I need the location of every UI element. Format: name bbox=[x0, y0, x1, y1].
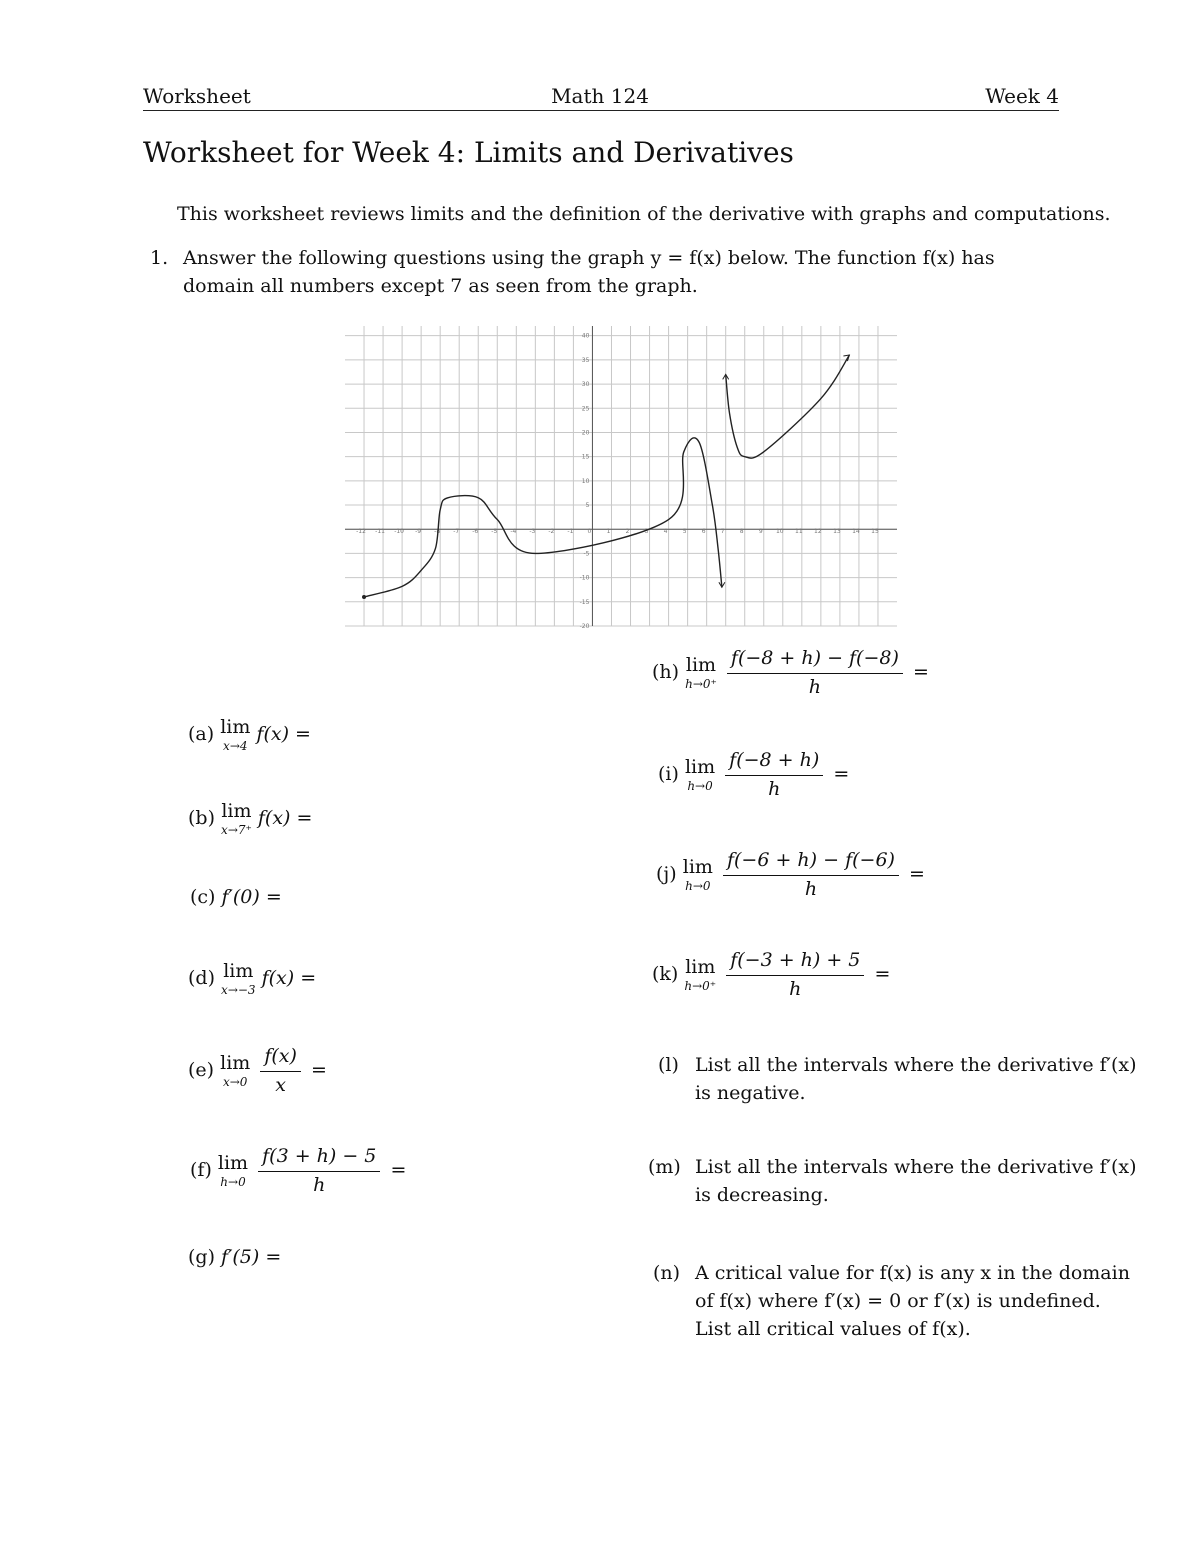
limit-operator: lim h→0 bbox=[217, 1151, 249, 1189]
item-text-line: List all critical values of f(x). bbox=[695, 1318, 971, 1340]
expression: f(x) = bbox=[261, 967, 317, 989]
x-tick-label: -4 bbox=[510, 528, 517, 536]
y-tick-label: -10 bbox=[579, 574, 590, 582]
x-tick-label: 9 bbox=[758, 528, 763, 536]
x-tick-label: 0 bbox=[587, 528, 592, 536]
x-tick-label: -11 bbox=[375, 528, 385, 536]
expression: f′(5) = bbox=[221, 1246, 282, 1268]
x-tick-label: -1 bbox=[567, 528, 574, 536]
limit-operator: lim x→−3 bbox=[221, 960, 256, 997]
y-tick-label: 15 bbox=[581, 453, 590, 461]
y-tick-label: 30 bbox=[581, 381, 590, 389]
question-line-2: domain all numbers except 7 as seen from the graph. bbox=[183, 275, 698, 297]
item-label: (i) bbox=[658, 762, 679, 785]
limit-operator: lim h→0⁺ bbox=[684, 955, 717, 993]
item-k bbox=[652, 950, 890, 1000]
item-label: (f) bbox=[190, 1158, 212, 1181]
item-b bbox=[188, 802, 312, 836]
header-right: Week 4 bbox=[985, 84, 1059, 108]
fraction: $\frac{f(-8 + h)}{h}$ bbox=[725, 750, 823, 800]
item-label: (a) bbox=[188, 723, 215, 745]
x-tick-label: 11 bbox=[795, 528, 803, 536]
x-tick-label: -5 bbox=[491, 528, 498, 536]
limit-operator: lim x→7⁺ bbox=[221, 800, 252, 837]
y-tick-label: 20 bbox=[581, 429, 590, 437]
item-text-line: List all the intervals where the derivative f′(x) bbox=[695, 1156, 1137, 1178]
item-a bbox=[188, 718, 311, 752]
equals: = bbox=[912, 660, 929, 683]
y-tick-label: 10 bbox=[581, 477, 590, 485]
equals: = bbox=[909, 862, 925, 885]
item-label: (g) bbox=[188, 1246, 215, 1268]
header-center: Math 124 bbox=[551, 84, 649, 108]
fraction: $\frac{f(-6 + h) - f(-6)}{h}$ bbox=[723, 850, 899, 900]
fraction: $\frac{f(x)}{x}$ bbox=[260, 1046, 301, 1096]
item-label: (d) bbox=[188, 967, 215, 989]
expression: f(x) = bbox=[257, 807, 313, 829]
item-i bbox=[658, 750, 849, 800]
endpoint-dot bbox=[362, 595, 366, 599]
y-tick-label: 5 bbox=[585, 502, 590, 510]
x-tick-label: 14 bbox=[852, 528, 860, 536]
x-tick-label: 13 bbox=[833, 528, 841, 536]
y-tick-label: 25 bbox=[581, 405, 590, 413]
item-label: (k) bbox=[652, 962, 679, 985]
item-label: (c) bbox=[190, 886, 216, 908]
intro-text: This worksheet reviews limits and the definition of the derivative with graphs and computations. bbox=[177, 203, 1111, 225]
x-tick-label: 7 bbox=[720, 528, 725, 536]
x-tick-label: -2 bbox=[548, 528, 555, 536]
equals: = bbox=[833, 762, 850, 785]
expression: f′(0) = bbox=[221, 886, 282, 908]
x-tick-label: -6 bbox=[472, 528, 479, 536]
limit-operator: lim h→0 bbox=[684, 755, 716, 793]
item-j bbox=[656, 850, 925, 900]
limit-operator: lim x→0 bbox=[220, 1051, 251, 1089]
fraction: $\frac{f(3 + h) - 5}{h}$ bbox=[258, 1146, 380, 1196]
x-tick-label: -7 bbox=[453, 528, 460, 536]
x-tick-label: -9 bbox=[415, 528, 422, 536]
item-text-line: A critical value for f(x) is any x in the domain bbox=[695, 1262, 1130, 1284]
y-tick-label: -5 bbox=[583, 550, 590, 558]
question-line-1: Answer the following questions using the graph y = f(x) below. The function f(x) has bbox=[183, 247, 995, 269]
y-tick-label: 40 bbox=[581, 332, 590, 340]
item-text-line: List all the intervals where the derivative f′(x) bbox=[695, 1054, 1137, 1076]
item-label: (b) bbox=[188, 807, 215, 829]
item-c bbox=[190, 886, 282, 908]
y-tick-label: -20 bbox=[579, 623, 590, 630]
item-label: (n) bbox=[653, 1262, 681, 1284]
y-tick-label: -15 bbox=[579, 598, 590, 606]
x-tick-label: 4 bbox=[663, 528, 668, 536]
fraction: $\frac{f(-8 + h) - f(-8)}{h}$ bbox=[727, 648, 903, 698]
item-label: (e) bbox=[188, 1058, 215, 1081]
page-title: Worksheet for Week 4: Limits and Derivatives bbox=[143, 136, 794, 169]
equals: = bbox=[390, 1158, 407, 1181]
item-text-line: of f(x) where f′(x) = 0 or f′(x) is undefined. bbox=[695, 1290, 1101, 1312]
item-f bbox=[190, 1146, 406, 1196]
function-graph bbox=[345, 326, 897, 630]
item-label: (h) bbox=[652, 660, 680, 683]
x-tick-label: -3 bbox=[529, 528, 536, 536]
item-d bbox=[188, 962, 316, 996]
limit-operator: lim h→0⁺ bbox=[685, 653, 717, 691]
x-tick-label: 2 bbox=[625, 528, 630, 536]
expression: f(x) = bbox=[256, 723, 311, 745]
header-rule bbox=[143, 110, 1059, 111]
item-e bbox=[188, 1046, 327, 1096]
item-text-line: is negative. bbox=[695, 1082, 806, 1104]
x-tick-label: 6 bbox=[701, 528, 706, 536]
x-tick-label: 3 bbox=[644, 528, 649, 536]
x-tick-label: 5 bbox=[682, 528, 687, 536]
x-tick-label: -12 bbox=[356, 528, 366, 536]
question-number: 1. bbox=[150, 247, 169, 269]
x-tick-label: 8 bbox=[739, 528, 744, 536]
item-g bbox=[188, 1246, 281, 1268]
item-label: (j) bbox=[656, 862, 677, 885]
limit-operator: lim x→4 bbox=[220, 716, 251, 753]
limit-operator: lim h→0 bbox=[682, 855, 713, 893]
fraction: $\frac{f(-3 + h) + 5}{h}$ bbox=[726, 950, 864, 1000]
x-tick-label: 12 bbox=[814, 528, 822, 536]
x-tick-label: 10 bbox=[775, 528, 784, 536]
equals: = bbox=[310, 1058, 327, 1081]
x-tick-label: 1 bbox=[606, 528, 611, 536]
y-tick-label: 35 bbox=[581, 356, 590, 364]
x-tick-label: 15 bbox=[871, 528, 879, 536]
item-text-line: is decreasing. bbox=[695, 1184, 829, 1206]
item-label: (m) bbox=[648, 1156, 681, 1178]
item-h bbox=[652, 648, 929, 698]
header-left: Worksheet bbox=[143, 84, 251, 108]
item-label: (l) bbox=[658, 1054, 679, 1076]
x-tick-label: -8 bbox=[434, 528, 441, 536]
equals: = bbox=[874, 962, 891, 985]
x-tick-label: -10 bbox=[394, 528, 405, 536]
